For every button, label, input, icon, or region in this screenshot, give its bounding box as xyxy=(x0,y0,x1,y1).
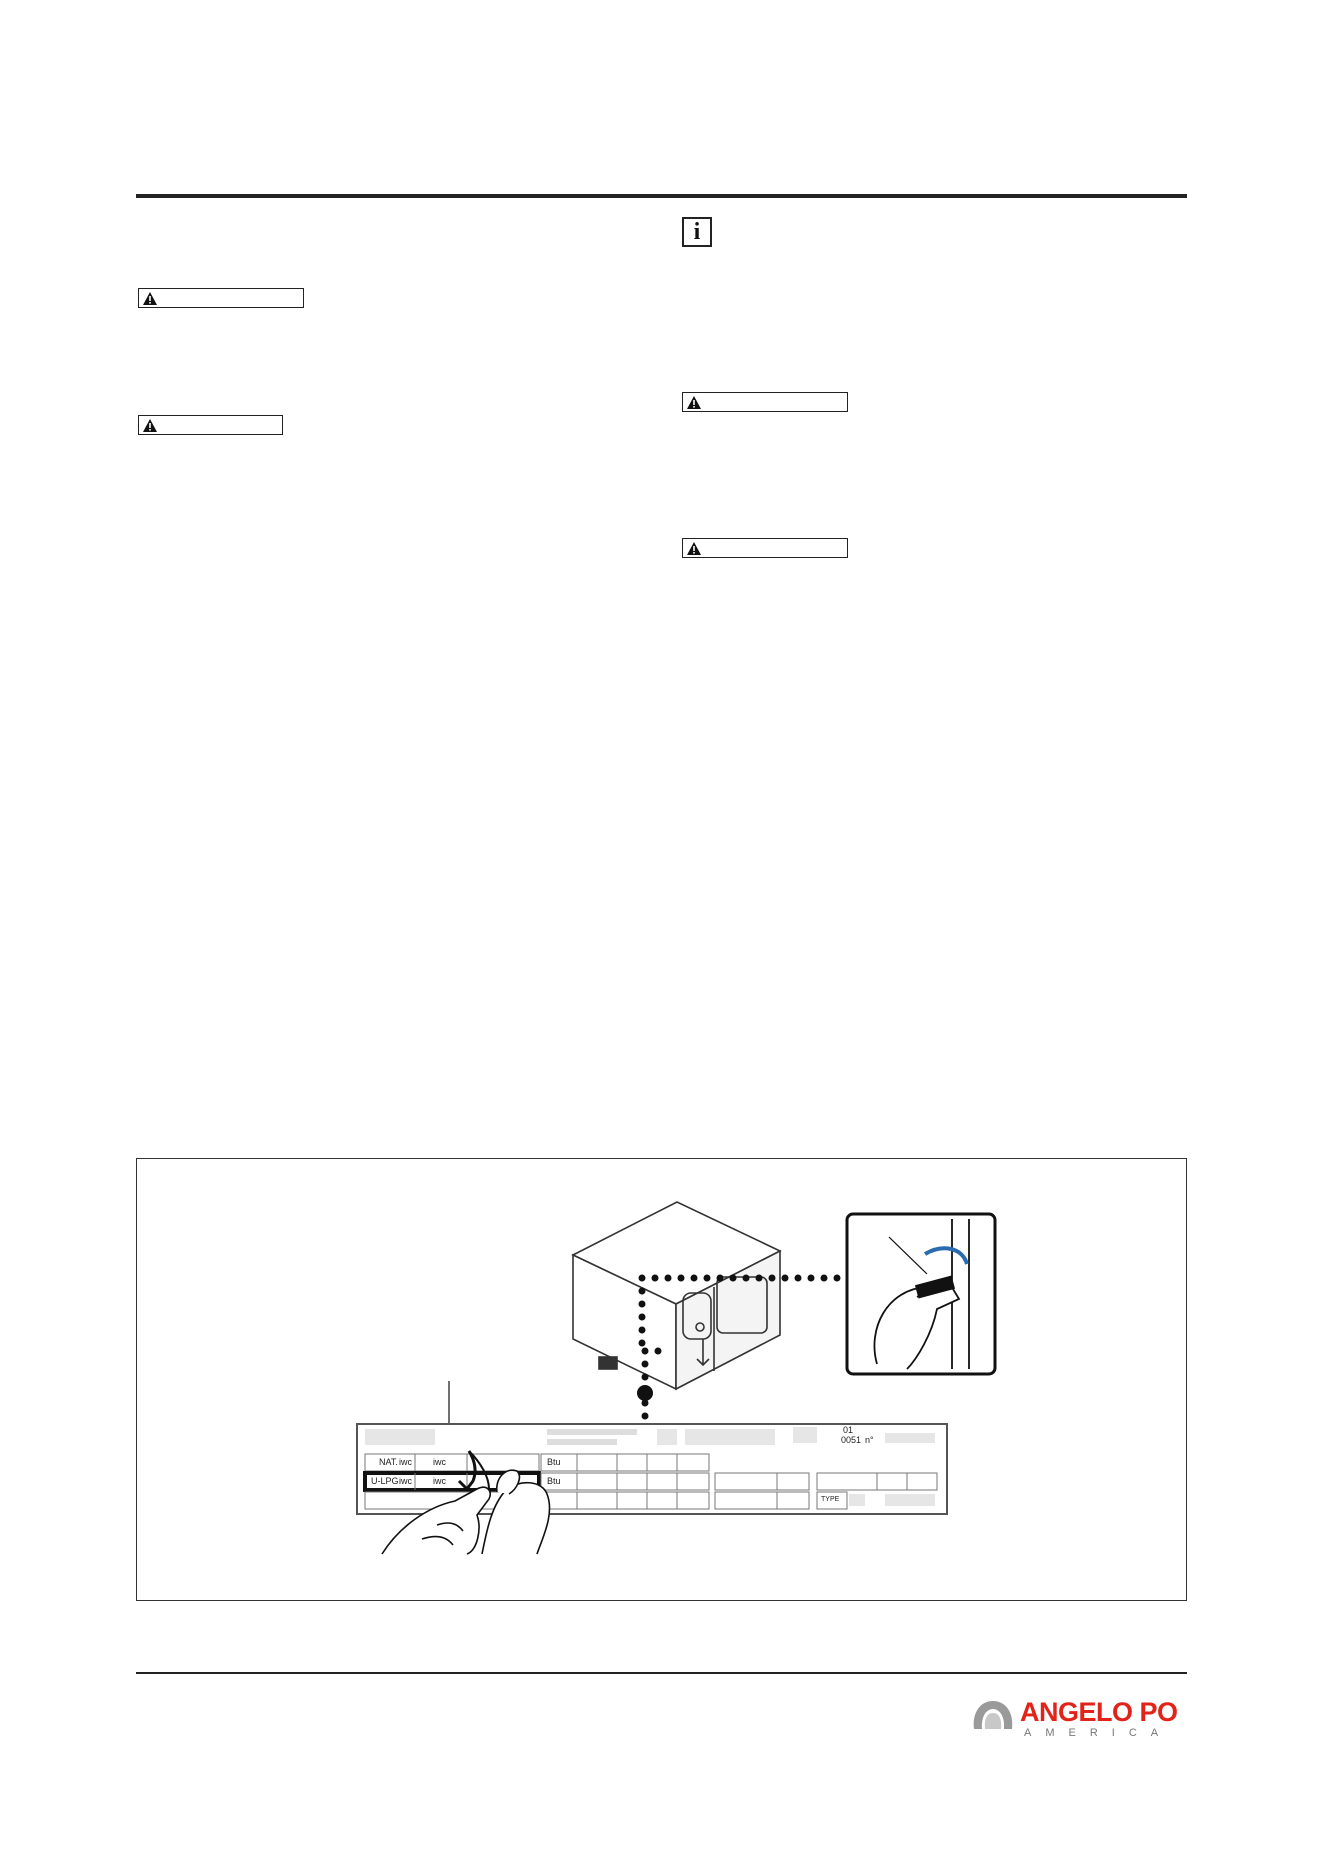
warning-box-1 xyxy=(138,288,304,308)
logo-subtitle: AMERICA xyxy=(1024,1727,1173,1739)
plate-code-suffix: n° xyxy=(865,1435,874,1445)
angelo-po-logo xyxy=(968,1693,1188,1743)
plate-row2-unit2: iwc xyxy=(433,1476,446,1486)
warning-triangle-icon xyxy=(687,542,701,555)
footer-rule xyxy=(136,1672,1187,1674)
oven-illustration xyxy=(573,1202,780,1389)
warning-triangle-icon xyxy=(143,419,157,432)
warning-box-3 xyxy=(682,392,848,412)
plate-row2-unit1: iwc xyxy=(399,1476,412,1486)
plate-row2-gas: U-LPG xyxy=(371,1476,399,1486)
plate-row1-unit2: iwc xyxy=(433,1457,446,1467)
figure-illustration xyxy=(137,1159,1188,1602)
plate-row2-cell: Btu xyxy=(547,1476,561,1486)
warning-box-4 xyxy=(682,538,848,558)
warning-box-2 xyxy=(138,415,283,435)
inset-seal-detail xyxy=(847,1214,995,1374)
logo-wordmark: ANGELO PO xyxy=(1020,1697,1178,1727)
info-icon: i xyxy=(682,217,712,247)
plate-row1-unit1: iwc xyxy=(399,1457,412,1467)
header-rule xyxy=(136,194,1187,198)
plate-row1-cell: Btu xyxy=(547,1457,561,1467)
plate-code-bottom: 0051 xyxy=(841,1435,862,1445)
plate-row1-gas: NAT. xyxy=(379,1457,398,1467)
logo-mark-icon xyxy=(970,1699,1016,1735)
plate-type-label: TYPE xyxy=(821,1496,840,1503)
figure-rating-plate xyxy=(136,1158,1187,1601)
warning-triangle-icon xyxy=(143,292,157,305)
warning-triangle-icon xyxy=(687,396,701,409)
plate-code-top: 01 xyxy=(843,1425,854,1435)
